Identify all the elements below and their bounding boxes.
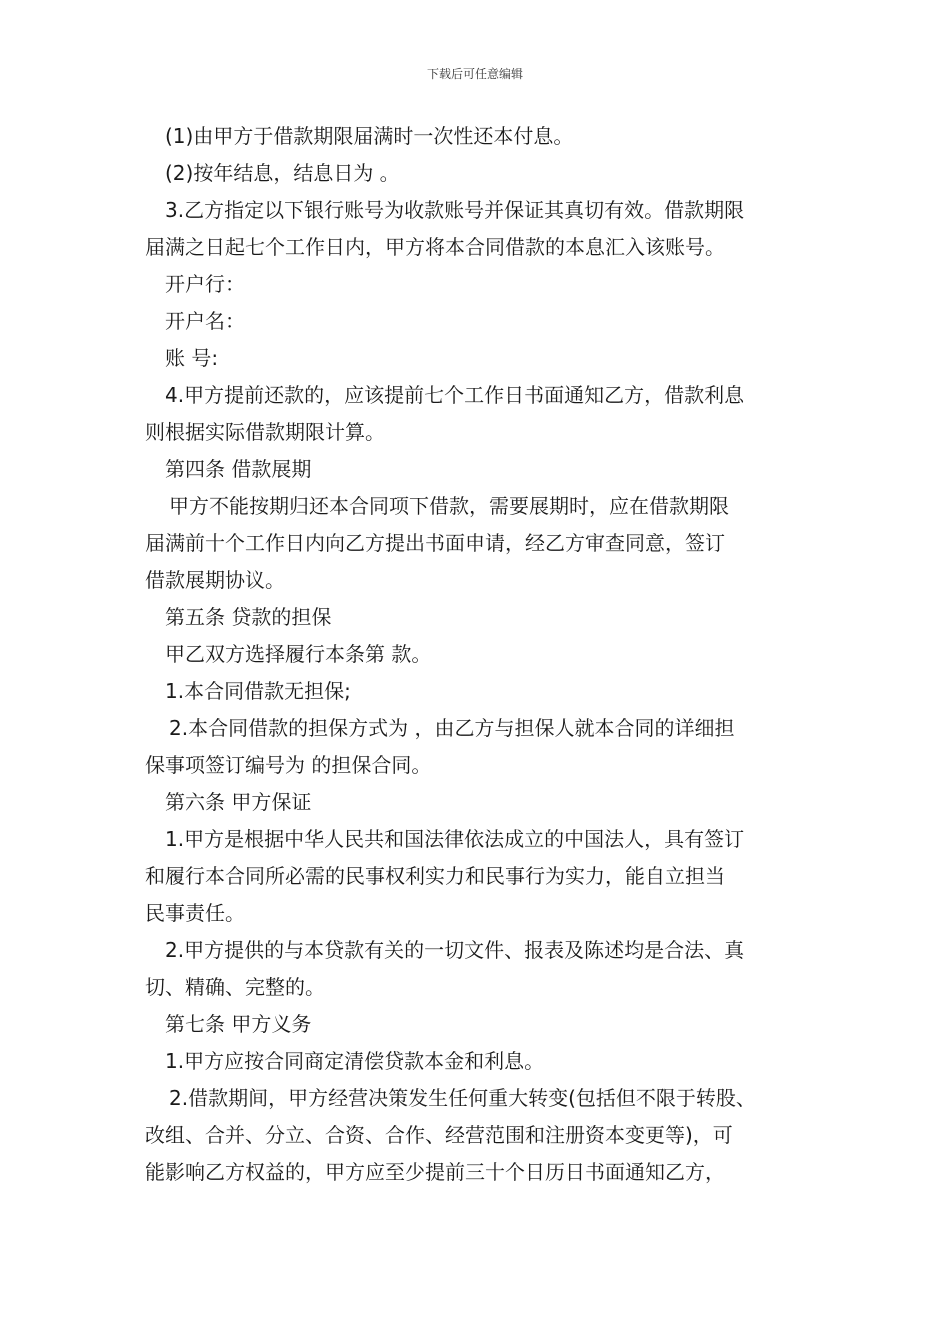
text-line: 1.本合同借款无担保; bbox=[165, 679, 351, 703]
text-line: 届满之日起七个工作日内，甲方将本合同借款的本息汇入该账号。 bbox=[145, 235, 725, 259]
page-header-note: 下载后可任意编辑 bbox=[426, 67, 523, 81]
text-line: 和履行本合同所必需的民事权利实力和民事行为实力，能自立担当 bbox=[145, 864, 725, 888]
text-line: 2.借款期间，甲方经营决策发生任何重大转变(包括但不限于转股、 bbox=[169, 1086, 756, 1110]
text-line: 甲方不能按期归还本合同项下借款，需要展期时，应在借款期限 bbox=[169, 494, 729, 518]
text-line: 能影响乙方权益的，甲方应至少提前三十个日历日书面通知乙方， bbox=[145, 1160, 725, 1184]
text-line: (2)按年结息，结息日为 。 bbox=[165, 161, 400, 185]
text-line: 3.乙方指定以下银行账号为收款账号并保证其真切有效。借款期限 bbox=[165, 198, 745, 222]
text-line: 第七条 甲方义务 bbox=[165, 1012, 312, 1036]
text-line: 民事责任。 bbox=[145, 901, 245, 925]
text-line: 第五条 贷款的担保 bbox=[165, 605, 332, 629]
text-line: 切、精确、完整的。 bbox=[145, 975, 325, 999]
text-line: 2.本合同借款的担保方式为 ，由乙方与担保人就本合同的详细担 bbox=[169, 716, 735, 740]
text-line: 开户行： bbox=[165, 272, 245, 296]
text-line: 保事项签订编号为 的担保合同。 bbox=[145, 753, 432, 777]
contract-body bbox=[145, 118, 815, 1191]
text-line: 第六条 甲方保证 bbox=[165, 790, 312, 814]
text-line: 第四条 借款展期 bbox=[165, 457, 312, 481]
text-line: 1.甲方应按合同商定清偿贷款本金和利息。 bbox=[165, 1049, 545, 1073]
text-line: (1)由甲方于借款期限届满时一次性还本付息。 bbox=[165, 124, 574, 148]
text-line: 1.甲方是根据中华人民共和国法律依法成立的中国法人，具有签订 bbox=[165, 827, 745, 851]
text-line: 甲乙双方选择履行本条第 款。 bbox=[165, 642, 432, 666]
text-line: 账 号: bbox=[165, 346, 219, 370]
text-line: 2.甲方提供的与本贷款有关的一切文件、报表及陈述均是合法、真 bbox=[165, 938, 745, 962]
text-line: 开户名： bbox=[165, 309, 245, 333]
text-line: 4.甲方提前还款的，应该提前七个工作日书面通知乙方，借款利息 bbox=[165, 383, 745, 407]
text-line: 改组、合并、分立、合资、合作、经营范围和注册资本变更等)，可 bbox=[145, 1123, 733, 1147]
text-line: 则根据实际借款期限计算。 bbox=[145, 420, 385, 444]
text-line: 届满前十个工作日内向乙方提出书面申请，经乙方审查同意，签订 bbox=[145, 531, 725, 555]
text-line: 借款展期协议。 bbox=[145, 568, 285, 592]
